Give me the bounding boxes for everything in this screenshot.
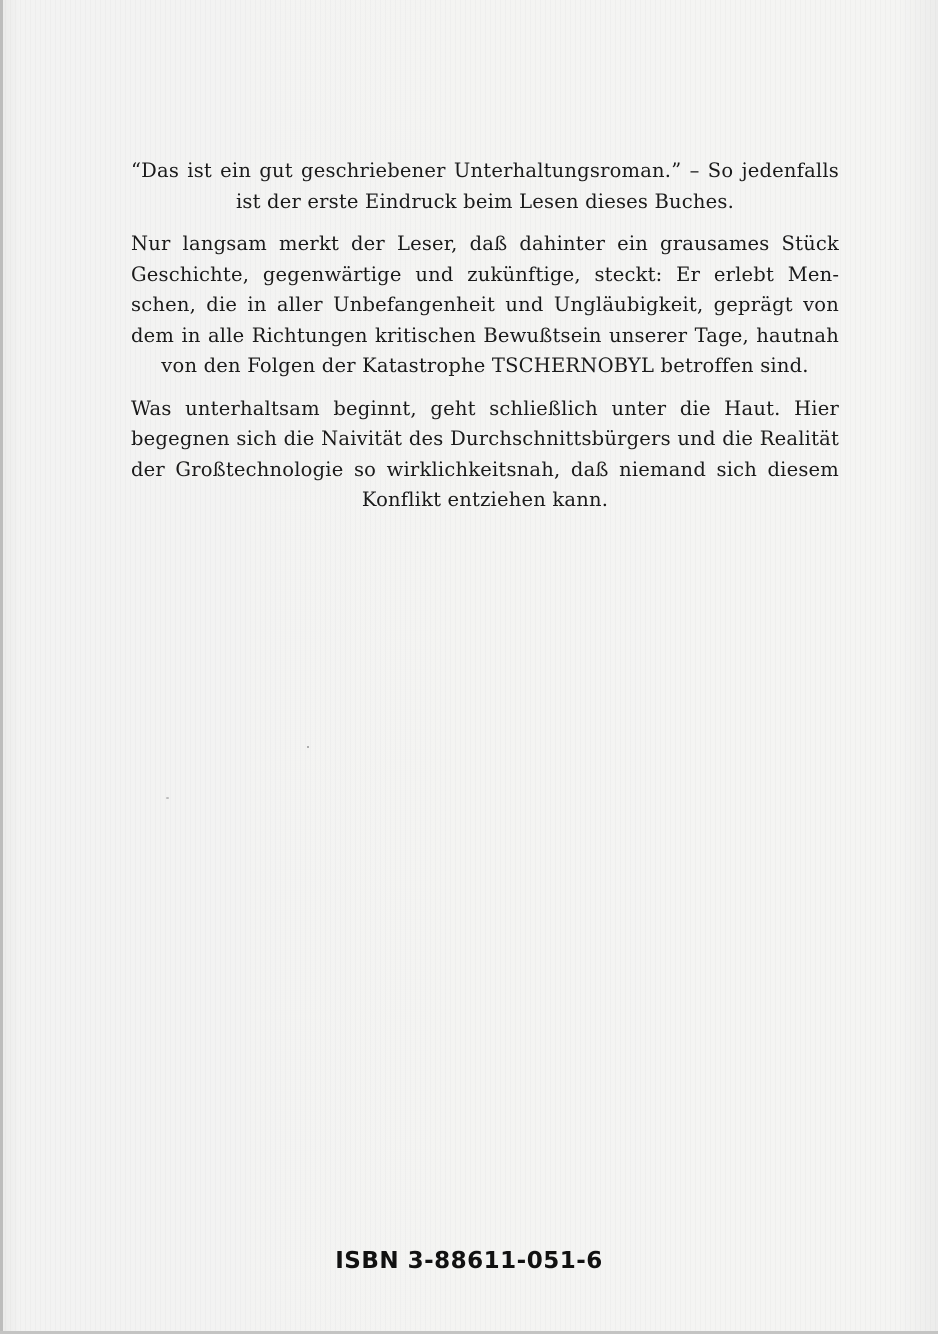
blurb-paragraph-3: Was unterhaltsam beginnt, geht schließlich unter die Haut. Hier begegnen sich die Naivität des Durchschnittsbürgers und die Realität der Großtechnologie so wirklichkeitsnah, daß niemand sich diesem Konflikt entziehen kann. [131,396,839,511]
paper-speck [166,797,169,799]
cover-left-edge [0,0,3,1334]
blurb-paragraph-2: Nur langsam merkt der Leser, daß dahinter ein grausames Stück Geschichte, gegenwärtige und zukünftige, steckt: Er erlebt Menschen, die in aller Unbefangenheit und Ungläubigkeit, geprägt von dem in alle Richtungen kritischen Bewußtsein unserer Tage, hautnah von den Folgen der Katastrophe TSCHERNOBYL betroffen sind. [131,232,839,377]
paper-speck [307,746,309,748]
isbn-number: ISBN 3-88611-051-6 [335,1248,603,1274]
blurb-text [131,156,839,528]
blurb-paragraph-1: “Das ist ein gut geschriebener Unterhaltungsroman.” – So jedenfalls ist der erste Eindruck beim Lesen dieses Buches. [131,159,839,213]
